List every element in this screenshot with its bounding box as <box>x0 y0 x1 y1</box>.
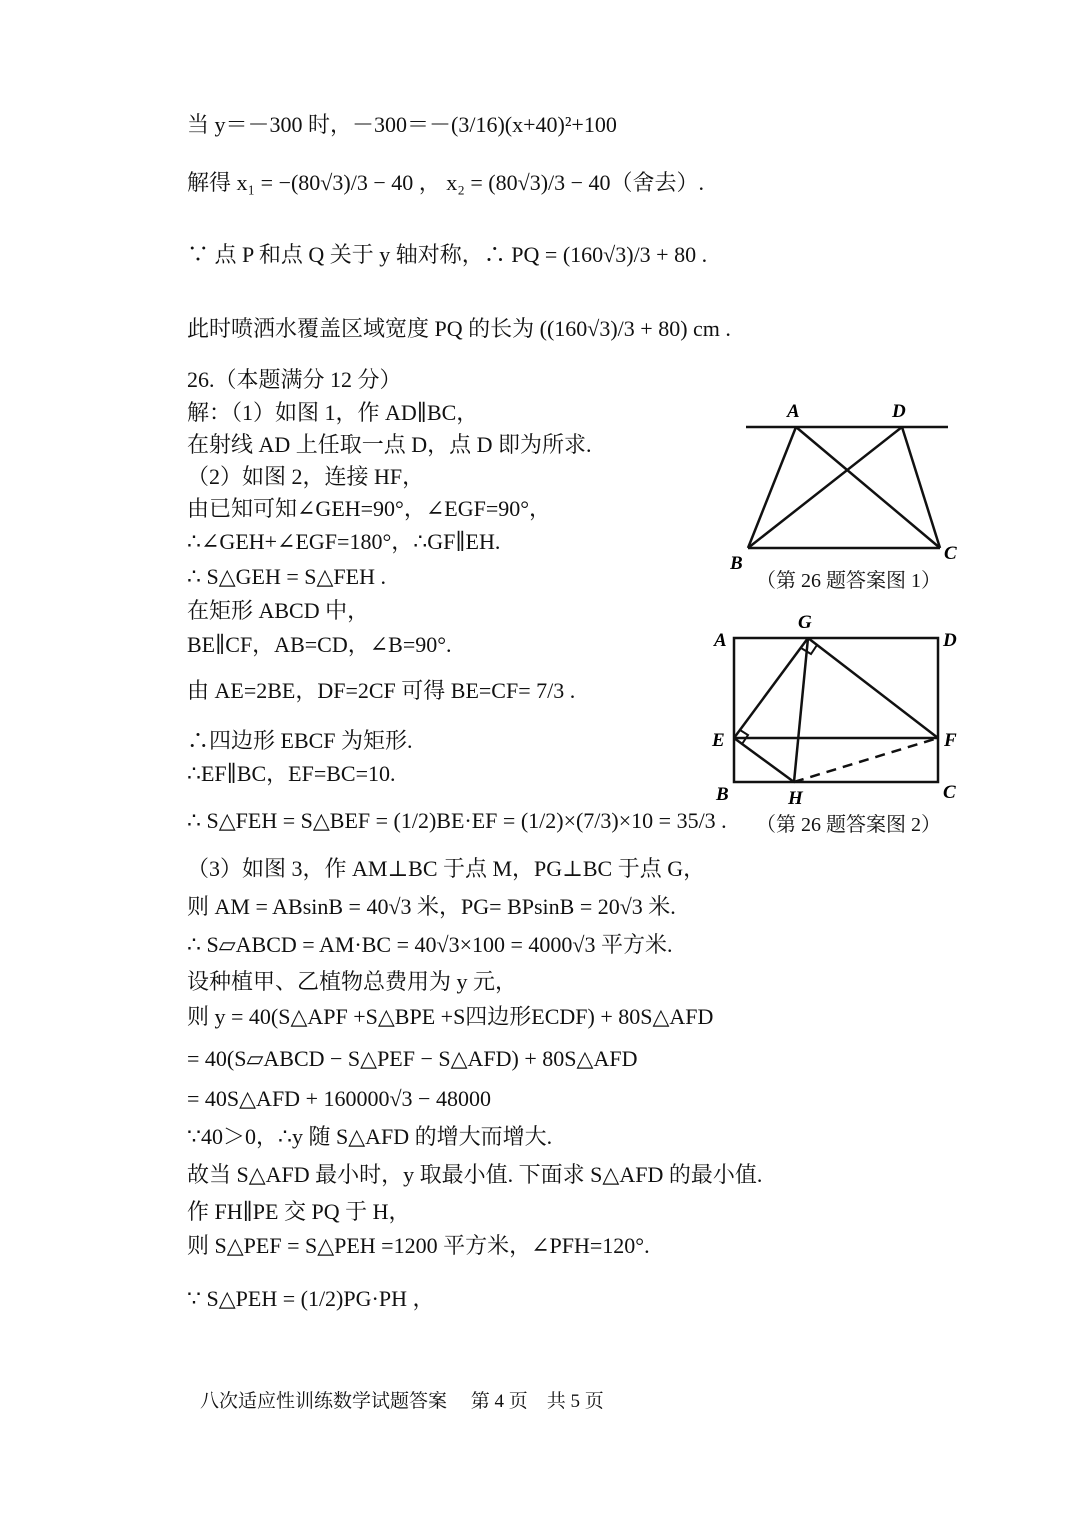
segment-dc <box>902 427 940 548</box>
label-a2: A <box>714 630 727 651</box>
label-b2: B <box>716 784 729 805</box>
line-18: （3）如图 3，作 AM⊥BC 于点 M，PG⊥BC 于点 G， <box>187 856 706 881</box>
line-2: 解得 x₁ = −(80√3)/3 − 40 ， x₂ = (80√3)/3 − 40（舍去）. <box>187 170 705 195</box>
figure-1-caption: （第 26 题答案图 1） <box>756 570 941 592</box>
segment-hf-dashed <box>794 738 938 782</box>
line-29: ∵ S△PEH = (1/2)PG·PH ， <box>187 1286 435 1311</box>
line-7: 在射线 AD 上任取一点 D，点 D 即为所求. <box>187 432 592 457</box>
label-b: B <box>730 553 743 574</box>
line-28: 则 S△PEF = S△PEH =1200 平方米，∠PFH=120°. <box>187 1233 650 1258</box>
line-17: ∴ S△FEH = S△BEF = (1/2)BE·EF = (1/2)×(7/3)×10 = 35/3 . <box>187 808 727 833</box>
line-1: 当 y＝－300 时，－300＝－(3/16)(x+40)²+100 <box>187 112 617 137</box>
label-h: H <box>788 788 803 808</box>
segment-gh <box>794 638 808 782</box>
line-11: ∴ S△GEH = S△FEH . <box>187 564 386 589</box>
label-g: G <box>798 612 812 633</box>
label-d2: D <box>943 630 957 651</box>
segment-ge <box>734 638 808 738</box>
line-24: = 40S△AFD + 160000√3 − 48000 <box>187 1086 491 1111</box>
line-13: BE∥CF，AB=CD，∠B=90°. <box>187 632 452 657</box>
line-4: 此时喷洒水覆盖区域宽度 PQ 的长为 ((160√3)/3 + 80) cm . <box>187 316 731 341</box>
line-20: ∴ S▱ABCD = AM·BC = 40√3×100 = 4000√3 平方米. <box>187 932 673 957</box>
segment-gf <box>808 638 938 738</box>
segment-ac <box>796 427 940 548</box>
figure-1 <box>730 395 960 575</box>
line-9: 由已知可知∠GEH=90°，∠EGF=90°， <box>187 496 552 521</box>
segment-eh <box>734 738 794 782</box>
line-8: （2）如图 2，连接 HF， <box>187 464 425 489</box>
line-21: 设种植甲、乙植物总费用为 y 元， <box>187 969 518 994</box>
label-c: C <box>944 543 957 564</box>
right-angle-g <box>801 645 817 654</box>
label-d: D <box>892 401 906 422</box>
figure-2-caption: （第 26 题答案图 2） <box>756 814 941 836</box>
line-26: 故当 S△AFD 最小时，y 取最小值. 下面求 S△AFD 的最小值. <box>187 1162 763 1187</box>
line-3: ∵ 点 P 和点 Q 关于 y 轴对称，∴ PQ = (160√3)/3 + 80 . <box>187 242 708 267</box>
figure-2 <box>700 608 980 808</box>
line-6: 解：（1）如图 1，作 AD∥BC， <box>187 400 479 425</box>
line-10: ∴∠GEH+∠EGF=180°，∴GF∥EH. <box>187 529 501 554</box>
line-27: 作 FH∥PE 交 PQ 于 H， <box>187 1199 411 1224</box>
line-14: 由 AE=2BE，DF=2CF 可得 BE=CF= 7/3 . <box>187 678 576 703</box>
line-19: 则 AM = ABsinB = 40√3 米，PG= BPsinB = 20√3 米. <box>187 894 676 919</box>
label-c2: C <box>943 782 956 803</box>
label-f: F <box>944 730 957 751</box>
page-footer: 八次适应性训练数学试题答案 第 4 页 共 5 页 <box>200 1391 604 1412</box>
line-22: 则 y = 40(S△APF +S△BPE +S四边形ECDF) + 80S△AFD <box>187 1004 714 1029</box>
line-23: = 40(S▱ABCD − S△PEF − S△AFD) + 80S△AFD <box>187 1046 638 1071</box>
line-16: ∴EF∥BC，EF=BC=10. <box>187 761 396 786</box>
line-25: ∵40＞0，∴y 随 S△AFD 的增大而增大. <box>187 1124 553 1149</box>
label-e: E <box>712 730 725 751</box>
line-15: ∴四边形 EBCF 为矩形. <box>187 728 413 753</box>
line-12: 在矩形 ABCD 中， <box>187 598 370 623</box>
label-a: A <box>787 401 800 422</box>
section-heading: 26.（本题满分 12 分） <box>187 367 402 392</box>
